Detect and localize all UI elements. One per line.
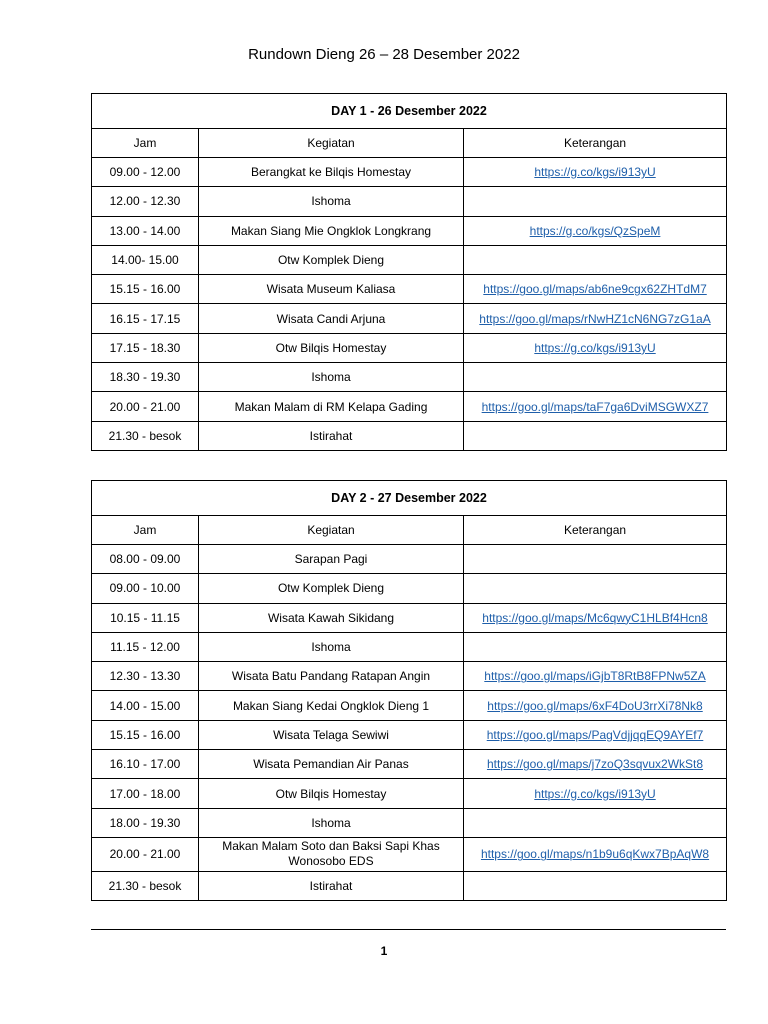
- activity-cell: Ishoma: [199, 363, 464, 392]
- activity-cell: Makan Malam Soto dan Baksi Sapi Khas Wonosobo EDS: [199, 837, 464, 871]
- table-row: [92, 304, 727, 333]
- location-link[interactable]: https://goo.gl/maps/taF7ga6DviMSGWXZ7: [481, 399, 709, 414]
- notes-cell: [464, 808, 727, 837]
- activity-cell: Wisata Candi Arjuna: [199, 304, 464, 333]
- activity-cell: Makan Malam di RM Kelapa Gading: [199, 392, 464, 421]
- column-header-notes: Keterangan: [464, 516, 727, 545]
- location-link[interactable]: https://goo.gl/maps/Mc6qwyC1HLBf4Hcn8: [482, 610, 708, 625]
- column-header-notes: Keterangan: [464, 129, 727, 158]
- table-row: [92, 691, 727, 720]
- table-row: [92, 392, 727, 421]
- location-link[interactable]: https://goo.gl/maps/PagVdjjqqEQ9AYEf7: [486, 727, 704, 742]
- time-cell: 18.00 - 19.30: [92, 808, 199, 837]
- location-link[interactable]: https://goo.gl/maps/6xF4DoU3rrXi78Nk8: [487, 698, 703, 713]
- table-row: [92, 421, 727, 450]
- notes-cell: [464, 750, 727, 779]
- time-cell: 16.10 - 17.00: [92, 750, 199, 779]
- notes-cell: [464, 720, 727, 749]
- activity-cell: Makan Siang Kedai Ongklok Dieng 1: [199, 691, 464, 720]
- time-cell: 17.00 - 18.00: [92, 779, 199, 808]
- table-row: [92, 662, 727, 691]
- time-cell: 15.15 - 16.00: [92, 275, 199, 304]
- table-row: [92, 363, 727, 392]
- page-number: 1: [380, 944, 388, 958]
- notes-cell: [464, 275, 727, 304]
- day-header-row: [92, 94, 727, 129]
- notes-cell: [464, 662, 727, 691]
- table-row: [92, 632, 727, 661]
- time-cell: 13.00 - 14.00: [92, 216, 199, 245]
- notes-cell: [464, 632, 727, 661]
- time-cell: 18.30 - 19.30: [92, 363, 199, 392]
- location-link[interactable]: https://goo.gl/maps/rNwHZ1cN6NG7zG1aA: [479, 311, 711, 326]
- notes-cell: [464, 333, 727, 362]
- activity-cell: Otw Bilqis Homestay: [199, 333, 464, 362]
- time-cell: 10.15 - 11.15: [92, 603, 199, 632]
- location-link[interactable]: https://goo.gl/maps/n1b9u6qKwx7BpAqW8: [480, 847, 710, 862]
- notes-cell: [464, 779, 727, 808]
- activity-cell: Istirahat: [199, 421, 464, 450]
- time-cell: 08.00 - 09.00: [92, 545, 199, 574]
- table-row: [92, 545, 727, 574]
- time-cell: 09.00 - 12.00: [92, 158, 199, 187]
- time-cell: 20.00 - 21.00: [92, 392, 199, 421]
- table-row: [92, 808, 727, 837]
- time-cell: 14.00- 15.00: [92, 245, 199, 274]
- notes-cell: [464, 245, 727, 274]
- activity-cell: Istirahat: [199, 871, 464, 900]
- table-row: [92, 779, 727, 808]
- notes-cell: [464, 363, 727, 392]
- location-link[interactable]: https://g.co/kgs/i913yU: [534, 340, 656, 355]
- notes-cell: [464, 545, 727, 574]
- time-cell: 20.00 - 21.00: [92, 837, 199, 871]
- column-header-row: [92, 129, 727, 158]
- day1-schedule-table: [91, 93, 727, 451]
- activity-cell: Wisata Kawah Sikidang: [199, 603, 464, 632]
- activity-cell: Otw Komplek Dieng: [199, 245, 464, 274]
- time-cell: 09.00 - 10.00: [92, 574, 199, 603]
- notes-cell: [464, 871, 727, 900]
- day-header: DAY 2 - 27 Desember 2022: [92, 481, 727, 516]
- notes-cell: [464, 392, 727, 421]
- table-row: [92, 603, 727, 632]
- time-cell: 12.30 - 13.30: [92, 662, 199, 691]
- activity-cell: Otw Komplek Dieng: [199, 574, 464, 603]
- notes-cell: [464, 837, 727, 871]
- notes-cell: [464, 574, 727, 603]
- location-link[interactable]: https://g.co/kgs/i913yU: [534, 165, 656, 180]
- notes-cell: [464, 603, 727, 632]
- activity-cell: Ishoma: [199, 632, 464, 661]
- table-row: [92, 871, 727, 900]
- time-cell: 16.15 - 17.15: [92, 304, 199, 333]
- notes-cell: [464, 691, 727, 720]
- time-cell: 12.00 - 12.30: [92, 187, 199, 216]
- document-title: Rundown Dieng 26 – 28 Desember 2022: [248, 46, 520, 63]
- time-cell: 21.30 - besok: [92, 421, 199, 450]
- activity-cell: Sarapan Pagi: [199, 545, 464, 574]
- time-cell: 11.15 - 12.00: [92, 632, 199, 661]
- notes-cell: [464, 421, 727, 450]
- activity-cell: Wisata Telaga Sewiwi: [199, 720, 464, 749]
- notes-cell: [464, 158, 727, 187]
- location-link[interactable]: https://goo.gl/maps/iGjbT8RtB8FPNw5ZA: [484, 669, 706, 684]
- notes-cell: [464, 216, 727, 245]
- table-row: [92, 245, 727, 274]
- table-row: [92, 187, 727, 216]
- activity-cell: Berangkat ke Bilqis Homestay: [199, 158, 464, 187]
- column-header-row: [92, 516, 727, 545]
- activity-cell: Ishoma: [199, 187, 464, 216]
- time-cell: 21.30 - besok: [92, 871, 199, 900]
- notes-cell: [464, 187, 727, 216]
- location-link[interactable]: https://g.co/kgs/QzSpeM: [529, 223, 661, 238]
- day-header: DAY 1 - 26 Desember 2022: [92, 94, 727, 129]
- table-row: [92, 574, 727, 603]
- notes-cell: [464, 304, 727, 333]
- location-link[interactable]: https://g.co/kgs/i913yU: [534, 786, 656, 801]
- footer-divider: [91, 929, 726, 930]
- table-row: [92, 275, 727, 304]
- table-row: [92, 158, 727, 187]
- location-link[interactable]: https://goo.gl/maps/j7zoQ3sqvux2WkSt8: [486, 757, 704, 772]
- table-row: [92, 750, 727, 779]
- time-cell: 17.15 - 18.30: [92, 333, 199, 362]
- day2-schedule-table: [91, 480, 727, 901]
- activity-cell: Wisata Batu Pandang Ratapan Angin: [199, 662, 464, 691]
- time-cell: 15.15 - 16.00: [92, 720, 199, 749]
- table-row: [92, 333, 727, 362]
- column-header-activity: Kegiatan: [199, 129, 464, 158]
- location-link[interactable]: https://goo.gl/maps/ab6ne9cgx62ZHTdM7: [483, 282, 707, 297]
- table-row: [92, 216, 727, 245]
- activity-cell: Ishoma: [199, 808, 464, 837]
- column-header-activity: Kegiatan: [199, 516, 464, 545]
- activity-cell: Makan Siang Mie Ongklok Longkrang: [199, 216, 464, 245]
- table-row: [92, 837, 727, 871]
- column-header-time: Jam: [92, 129, 199, 158]
- time-cell: 14.00 - 15.00: [92, 691, 199, 720]
- column-header-time: Jam: [92, 516, 199, 545]
- day-header-row: [92, 481, 727, 516]
- activity-cell: Wisata Museum Kaliasa: [199, 275, 464, 304]
- table-row: [92, 720, 727, 749]
- activity-cell: Otw Bilqis Homestay: [199, 779, 464, 808]
- activity-cell: Wisata Pemandian Air Panas: [199, 750, 464, 779]
